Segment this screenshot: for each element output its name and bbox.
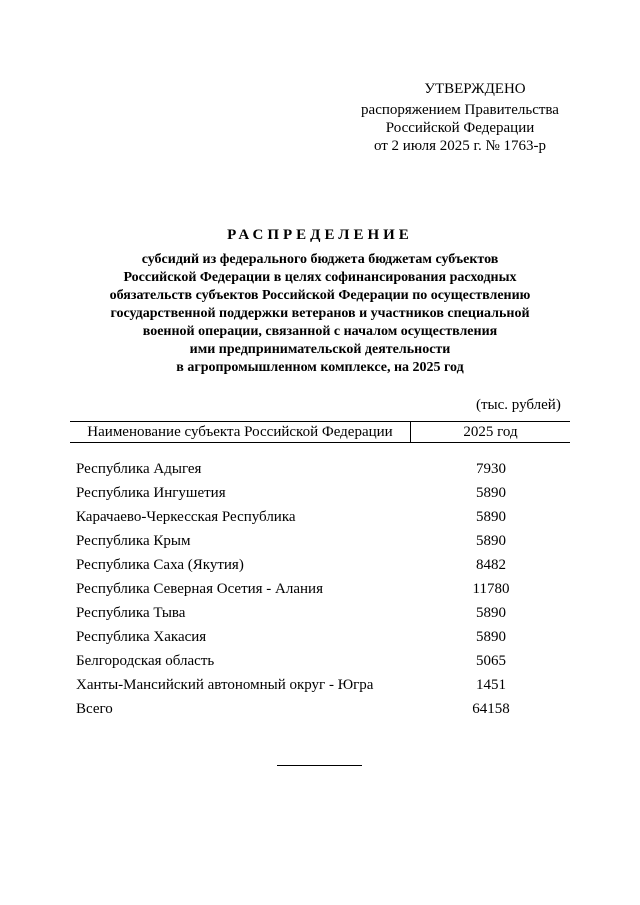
- subtitle-line: Российской Федерации в целях софинансирования расходных: [123, 270, 517, 285]
- row-value: 7930: [476, 461, 506, 477]
- subtitle-line: военной операции, связанной с началом осуществления: [142, 324, 498, 339]
- row-value: 5890: [476, 533, 506, 549]
- row-subject: Республика Адыгея: [76, 461, 202, 477]
- table-row-total: [76, 697, 570, 721]
- row-subject: Ханты-Мансийский автономный округ - Югра: [76, 677, 374, 693]
- subtitle-line: ими предпринимательской деятельности: [189, 342, 451, 357]
- table-row: [76, 625, 570, 649]
- approval-line: Российской Федерации: [385, 120, 535, 136]
- table-header: [70, 421, 570, 443]
- row-value: 11780: [472, 581, 510, 597]
- row-subject: Республика Ингушетия: [76, 485, 226, 501]
- table-row: [76, 481, 570, 505]
- row-value: 64158: [472, 701, 510, 717]
- document-title: РАСПРЕДЕЛЕНИЕ: [227, 227, 413, 243]
- document-subtitle: [60, 251, 580, 377]
- table-row: [76, 673, 570, 697]
- table-body: [76, 457, 570, 721]
- subtitle-line: в агропромышленном комплексе, на 2025 год: [176, 360, 464, 375]
- row-subject: Республика Тыва: [76, 605, 186, 621]
- column-header-subject: Наименование субъекта Российской Федерации: [70, 422, 411, 442]
- subtitle-line: субсидий из федерального бюджета бюджетам субъектов: [141, 252, 499, 267]
- row-value: 5890: [476, 629, 506, 645]
- row-subject: Белгородская область: [76, 653, 215, 669]
- approval-line: распоряжением Правительства: [361, 102, 559, 118]
- row-subject: Республика Крым: [76, 533, 191, 549]
- column-header-year: 2025 год: [463, 424, 518, 440]
- table-row: [76, 601, 570, 625]
- row-value: 5890: [476, 485, 506, 501]
- table-row: [76, 577, 570, 601]
- table-row: [76, 505, 570, 529]
- row-subject: Карачаево-Черкесская Республика: [76, 509, 296, 525]
- table-row: [76, 649, 570, 673]
- approval-block: [340, 80, 580, 155]
- end-divider: [277, 765, 362, 766]
- row-value: 5890: [476, 509, 506, 525]
- row-subject: Республика Северная Осетия - Алания: [76, 581, 323, 597]
- row-value: 5065: [476, 653, 506, 669]
- row-value: 1451: [476, 677, 506, 693]
- row-subject: Всего: [76, 701, 113, 717]
- approval-date: от 2 июля 2025 г. № 1763-р: [373, 138, 547, 154]
- table-row: [76, 529, 570, 553]
- row-value: 8482: [476, 557, 506, 573]
- row-value: 5890: [476, 605, 506, 621]
- row-subject: Республика Хакасия: [76, 629, 207, 645]
- units-label: (тыс. рублей): [476, 397, 561, 413]
- table-row: [76, 457, 570, 481]
- approval-stamp: УТВЕРЖДЕНО: [424, 81, 526, 97]
- row-subject: Республика Саха (Якутия): [76, 557, 244, 573]
- subtitle-line: государственной поддержки ветеранов и участников специальной: [110, 306, 530, 321]
- subtitle-line: обязательств субъектов Российской Федерации по осуществлению: [109, 288, 531, 303]
- table-row: [76, 553, 570, 577]
